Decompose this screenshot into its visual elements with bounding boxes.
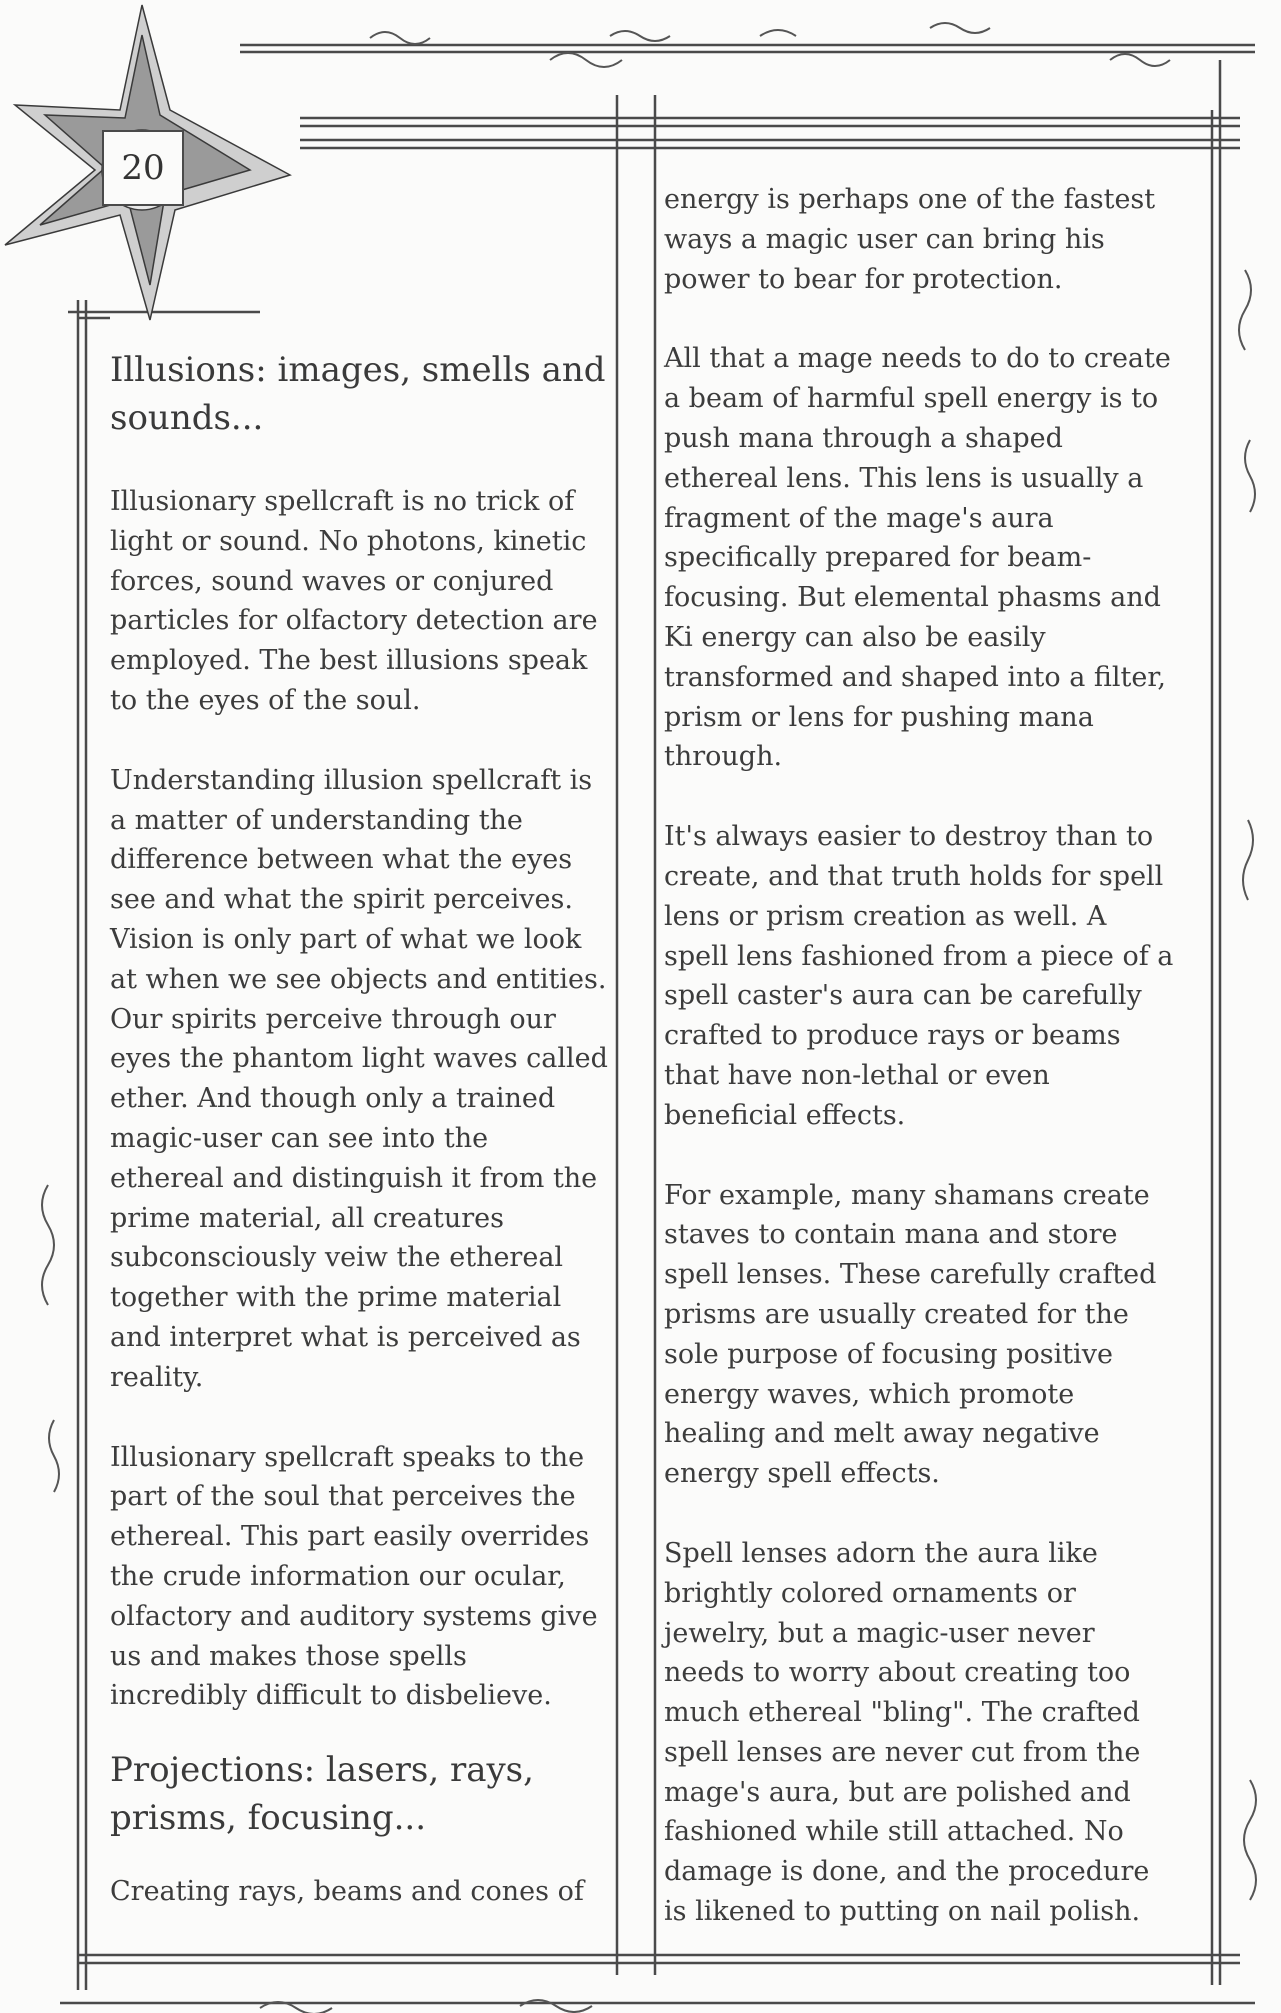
paragraph: All that a mage needs to do to create a beam of harmful spell energy is to push mana through a shaped ethereal lens. This lens is usually a fragment of the mage's aura specifically prepared for beam-focusing. But elemental phasms and Ki energy can also be easily transformed and shaped into a filter, prism or lens for pushing mana through. [664,343,1171,773]
right-column [664,180,1174,1932]
paragraph: Creating rays, beams and cones of [110,1876,584,1908]
paragraph: Spell lenses adorn the aura like brightly colored ornaments or jewelry, but a magic-user never needs to worry about creating too much ethereal "bling". The crafted spell lenses are never cut from the mage's aura, but are polished and fashioned while still attached. No damage is done, and the procedure is likened to putting on nail polish. [664,1537,1150,1928]
paragraph: Illusionary spellcraft speaks to the part of the soul that perceives the ethereal. This part easily overrides the crude information our ocular, olfactory and auditory systems give us and makes those spells incredibly difficult to disbelieve. [110,1441,598,1712]
paragraph: energy is perhaps one of the fastest ways a magic user can bring his power to bear for protection. [664,184,1156,295]
section-heading-illusions: Illusions: images, smells and sounds... [110,350,606,438]
page-number: 20 [102,130,184,206]
left-column [110,346,610,1912]
paragraph: Illusionary spellcraft is no trick of light or sound. No photons, kinetic forces, sound waves or conjured particles for olfactory detection are employed. The best illusions speak to the eyes of the soul. [110,486,598,716]
paragraph: It's always easier to destroy than to create, and that truth holds for spell lens or prism creation as well. A spell lens fashioned from a piece of a spell caster's aura can be carefully crafted to produce rays or beams that have non-lethal or even beneficial effects. [664,821,1174,1131]
section-heading-projections: Projections: lasers, rays, prisms, focusing... [110,1750,534,1839]
paragraph: For example, many shamans create staves to contain mana and store spell lenses. These carefully crafted prisms are usually created for the sole purpose of focusing positive energy waves, which promote healing and melt away negative energy spell effects. [664,1179,1157,1490]
paragraph: Understanding illusion spellcraft is a matter of understanding the difference between what the eyes see and what the spirit perceives. Vision is only part of what we look at when we see objects and entities. Our spirits perceive through our eyes the phantom light waves called ether. And though only a trained magic-user can see into the ethereal and distinguish it from the prime material, all creatures subconsciously veiw the ethereal together with the prime material and interpret what is perceived as reality. [110,764,608,1393]
